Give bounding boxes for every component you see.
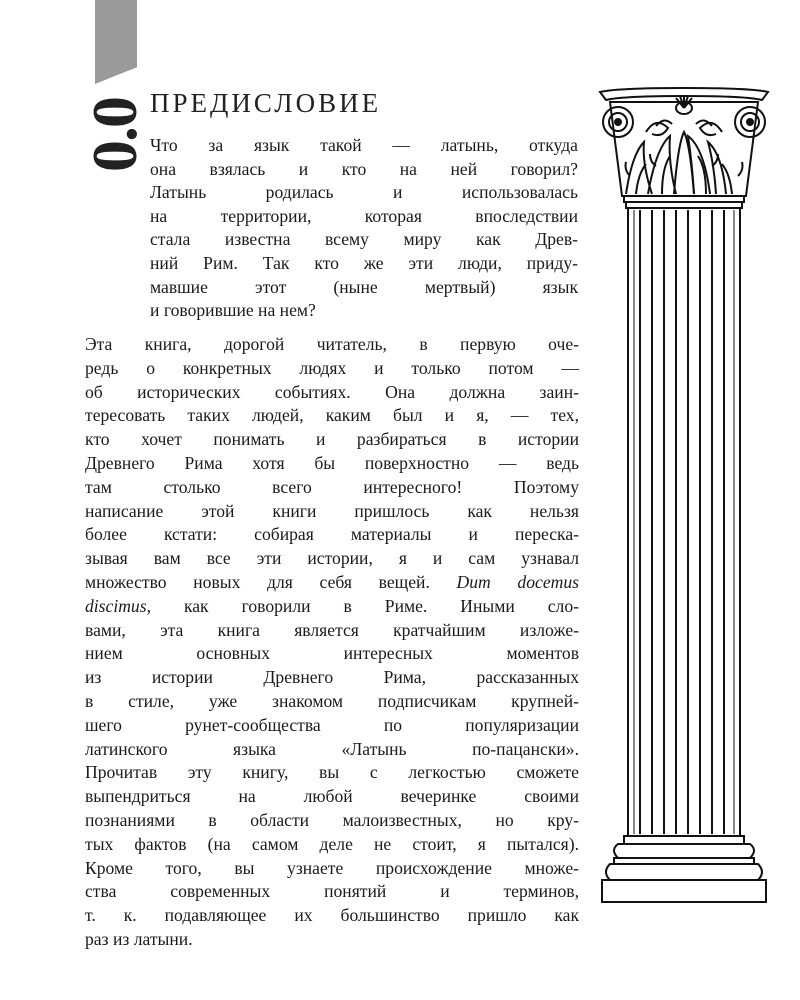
body-line: зывая вам все эти истории, я и сам узнавал [85, 548, 579, 569]
body-line: ства современных понятий и терминов, [85, 881, 579, 902]
intro-line: она взялась и кто на ней говорил? [150, 158, 578, 179]
intro-line: на территории, которая впоследствии [150, 205, 578, 226]
chapter-title: ПРЕДИСЛОВИЕ [150, 88, 382, 118]
column-base [602, 836, 766, 902]
intro-line: ний Рим. Так кто же эти люди, приду- [150, 252, 578, 273]
latin-phrase-part1: Dum docemus [456, 571, 579, 592]
body-line: т. к. подавляющее их большинство пришло как [85, 905, 579, 926]
body-line: выпендриться на любой вечеринке своими [85, 786, 579, 807]
latin-phrase-part2: discimus [85, 595, 147, 616]
intro-paragraph [150, 134, 578, 323]
body-line: более кстати: собирая материалы и переска- [85, 524, 579, 545]
body-line: раз из латыни. [85, 928, 193, 949]
body-line: в стиле, уже знакомом подписчикам крупней- [85, 690, 579, 711]
body-line-with-latin [85, 571, 579, 595]
body-line: написание этой книги пришлось как нельзя [85, 500, 579, 521]
intro-line: и говорившие на нем? [150, 300, 316, 321]
body-line: из истории Древнего Рима, рассказанных [85, 667, 579, 688]
body-line: кто хочет понимать и разбираться в истории [85, 429, 579, 450]
body-line: там столько всего интересного! Поэтому [85, 476, 579, 497]
body-line: латинского языка «Латынь по-пацански». [85, 738, 579, 759]
corinthian-column-illustration [596, 86, 772, 906]
body-line: редь о конкретных людях и только потом — [85, 357, 579, 378]
body-line: Прочитав эту книгу, вы с легкостью сможете [85, 762, 579, 783]
chapter-number: 0.0 [79, 98, 150, 172]
body-line: Кроме того, вы узнаете происхождение множе- [85, 857, 579, 878]
intro-line: Латынь родилась и использовалась [150, 182, 578, 203]
body-line: тых фактов (на самом деле не стоит, я пытался). [85, 833, 579, 854]
body-line: познаниями в области малоизвестных, но кру- [85, 809, 579, 830]
body-line-with-latin: discimus, как говорили в Риме. Иными сло- [85, 595, 579, 616]
body-line: вами, эта книга является кратчайшим изложе- [85, 619, 579, 640]
column-shaft [628, 208, 740, 836]
body-line: об исторических событиях. Она должна заин- [85, 381, 579, 402]
body-line: тересовать таких людей, каким был и я, — тех, [85, 405, 579, 426]
body-paragraph [85, 333, 579, 952]
body-line-text: как говорили в Риме. Иными сло- [183, 595, 579, 616]
body-line: нием основных интересных моментов [85, 643, 579, 664]
body-line: Древнего Рима хотя бы поверхностно — ведь [85, 452, 579, 473]
body-line: Эта книга, дорогой читатель, в первую оче- [85, 334, 579, 354]
body-line-text: множество новых для себя вещей. [85, 571, 430, 592]
intro-line: Что за язык такой — латынь, откуда [150, 135, 578, 155]
intro-line: мавшие этот (ныне мертвый) язык [150, 276, 578, 297]
body-line: шего рунет-сообщества по популяризации [85, 714, 579, 735]
bookmark-tab [95, 0, 137, 84]
intro-line: стала известна всему миру как Древ- [150, 229, 578, 250]
